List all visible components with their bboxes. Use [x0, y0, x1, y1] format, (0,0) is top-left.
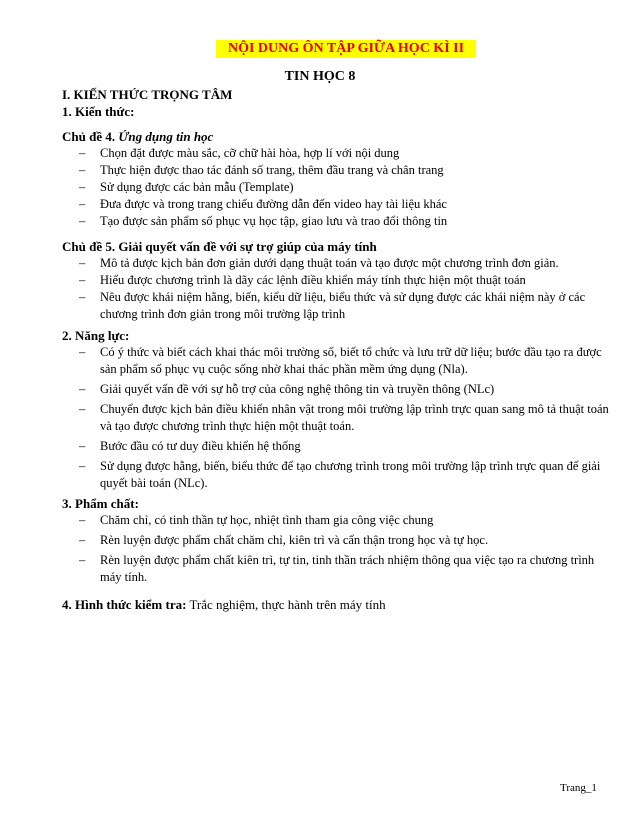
section-heading-main: I. KIẾN THỨC TRỌNG TÂM: [62, 87, 233, 102]
topic-4-prefix: Chủ đề 4.: [62, 129, 119, 144]
pham-chat-list: [62, 512, 610, 586]
list-item: – Có ý thức và biết cách khai thác môi trường số, biết tổ chức và lưu trữ dữ liệu; bước đầu tạo ra được sản phẩm số phục vụ cuộc sống nhờ khai thác phần mềm ứng dụng (Nla).: [79, 345, 602, 376]
list-item: – Nêu được khái niệm hằng, biến, kiểu dữ liệu, biểu thức và sử dụng được các khái niệm này ở các chương trình đơn giản trong môi trường lập trình: [79, 290, 586, 321]
bullet-dash: –: [79, 533, 86, 547]
document-subtitle: TIN HỌC 8: [284, 69, 356, 84]
document-title-banner: NỘI DUNG ÔN TẬP GIỮA HỌC KÌ II: [216, 40, 476, 58]
exam-format-line: [62, 596, 610, 613]
bullet-dash: –: [79, 382, 86, 396]
bullet-dash: –: [79, 402, 86, 416]
topic-4-title: Ứng dụng tin học: [118, 129, 214, 144]
list-item: – Hiểu được chương trình là dãy các lệnh điều khiển máy tính thực hiện một thuật toán: [79, 273, 526, 287]
topic-5-heading: Chủ đề 5. Giải quyết vấn đề với sự trợ giúp của máy tính: [62, 239, 377, 254]
topic-4-list: [62, 145, 610, 230]
bullet-dash: –: [79, 513, 86, 527]
list-item: – Chăm chỉ, có tinh thần tự học, nhiệt tình tham gia công việc chung: [79, 513, 434, 527]
bullet-dash: –: [79, 345, 86, 359]
list-item: – Giải quyết vấn đề với sự hỗ trợ của công nghệ thông tin và truyền thông (NLc): [79, 382, 495, 396]
subsection-heading-kien-thuc: 1. Kiến thức:: [62, 104, 135, 119]
document-body: [62, 86, 610, 613]
list-item: – Tạo được sản phẩm số phục vụ học tập, giao lưu và trao đổi thông tin: [79, 214, 448, 228]
bullet-dash: –: [79, 256, 86, 270]
list-item: – Rèn luyện được phẩm chất chăm chỉ, kiên trì và cẩn thận trong học và tự học.: [79, 533, 489, 547]
list-item: – Rèn luyện được phẩm chất kiên trì, tự tin, tinh thần trách nhiệm thông qua việc tạo ra chương trình máy tính.: [79, 553, 595, 584]
list-item: – Mô tả được kịch bản đơn giản dưới dạng thuật toán và tạo được một chương trình đơn giản.: [79, 256, 559, 270]
bullet-dash: –: [79, 214, 86, 228]
topic-5-list: [62, 255, 610, 323]
bullet-dash: –: [79, 197, 86, 211]
bullet-dash: –: [79, 146, 86, 160]
list-item: – Sử dụng được các bản mẫu (Template): [79, 180, 294, 194]
page-number: Trang_1: [560, 782, 597, 794]
subsection-heading-pham-chat: 3. Phẩm chất:: [62, 496, 139, 511]
subsection-heading-nang-luc: 2. Năng lực:: [62, 328, 130, 343]
bullet-dash: –: [79, 163, 86, 177]
exam-format-label: 4. Hình thức kiểm tra:: [62, 597, 187, 612]
list-item: – Sử dụng được hằng, biến, biểu thức để tạo chương trình trong môi trường lập trình trực quan để giải quyết bài toán (NLc).: [79, 459, 601, 490]
topic-4-heading: [62, 128, 610, 145]
bullet-dash: –: [79, 290, 86, 304]
exam-format-value: Trắc nghiệm, thực hành trên máy tính: [186, 597, 386, 612]
list-item: – Đưa được và trong trang chiếu đường dẫn đến video hay tài liệu khác: [79, 197, 447, 211]
bullet-dash: –: [79, 273, 86, 287]
nang-luc-list: [62, 344, 610, 492]
list-item: – Chọn đặt được màu sắc, cỡ chữ hài hòa, hợp lí với nội dung: [79, 146, 400, 160]
list-item: – Chuyển được kịch bản điều khiển nhân vật trong môi trường lập trình trực quan sang mô tả thuật toán và tạo được chương trình thực hiện một thuật toán.: [79, 402, 609, 433]
bullet-dash: –: [79, 459, 86, 473]
bullet-dash: –: [79, 180, 86, 194]
list-item: – Thực hiện được thao tác đánh số trang, thêm đầu trang và chân trang: [79, 163, 444, 177]
list-item: – Bước đầu có tư duy điều khiển hệ thống: [79, 439, 301, 453]
bullet-dash: –: [79, 553, 86, 567]
bullet-dash: –: [79, 439, 86, 453]
